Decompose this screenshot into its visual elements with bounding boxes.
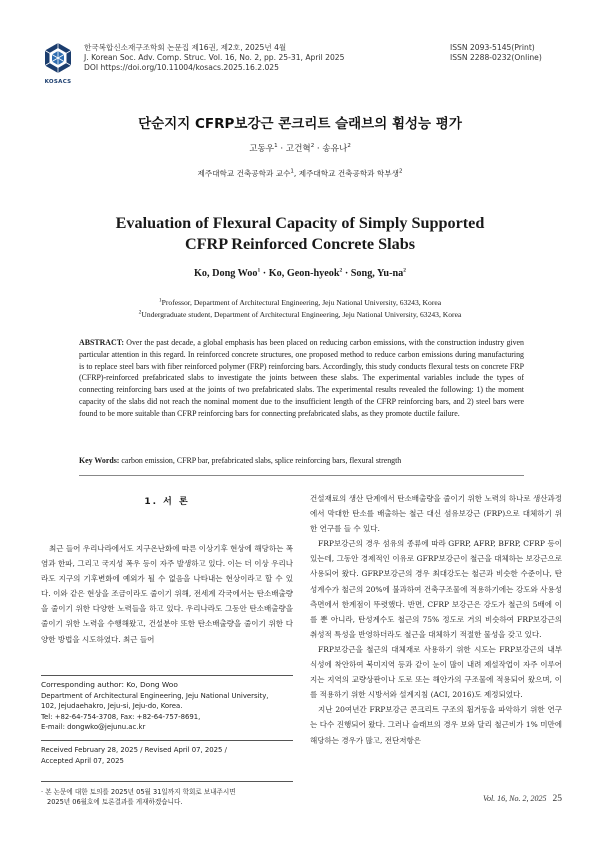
affiliation-line [0, 297, 600, 309]
paper-title-korean: 단순지지 CFRP보강근 콘크리트 슬래브의 휨성능 평가 [138, 116, 462, 132]
body-paragraph: 최근 들어 우리나라에서도 지구온난화에 따른 이상기후 현상에 해당하는 폭염과 한파, 그리고 국지성 폭우 등이 자주 발생하고 있다. 이는 더 이상 우리나라도 지구의 기후변화에 예외가 될 수 없음을 나타내는 현상이라고 할 수 있다. 이와 같은 현상을 조금이라도 줄이기 위해, 전세계 각국에서는 탄소배출량을 줄이기 위한 다양한 노력들을 하고 있다. 우리나라도 그동안 탄소배출량을 줄이기 위한 노력을 수행해왔고, 건설분야 또한 탄소배출량을 줄이기 위한 다양한 방법을 시도하였다. 최근 들어 [41, 544, 293, 644]
affil-marker: 2 [138, 309, 142, 316]
author-separator: · [260, 268, 269, 279]
issn-block [450, 43, 560, 63]
doi-link[interactable]: DOI https://doi.org/10.11004/kosacs.2025.16.2.025 [84, 63, 279, 73]
note-line: 2025년 06월호에 토론결과를 게재하겠습니다. [47, 798, 183, 807]
author-affil-marker: 2 [339, 267, 343, 274]
affil-marker: 2 [398, 168, 403, 175]
journal-name-en: J. Korean Soc. Adv. Comp. Struc. Vol. 16, No. 2, pp. 25-31, April 2025 [84, 53, 345, 63]
keywords [79, 456, 524, 465]
logo-text: KOSACS [44, 79, 72, 85]
right-column-body [310, 491, 562, 748]
footnote-divider [41, 675, 293, 676]
body-paragraph: FRP보강근의 경우 섬유의 종류에 따라 GFRP, AFRP, BFRP, CFRP 등이 있는데, 그동안 경제적인 이유로 GFRP보강근이 철근을 대체하는 보강근으로 사용되어 왔다. GFRP보강근의 경우 최대강도는 철근과 비슷한 수준이나, 탄성계수가 철근의 20%에 불과하여 건축구조물에 적용하기에는 강도와 사용성 측면에서 한계점이 뚜렷했다. 반면, CFRP 보강근은 강도가 철근의 5배에 이를 뿐 아니라, 탄성계수도 철근의 75% 정도로 거의 비슷하여 FRP보강근의 취성적 특성을 반영하더라도 철근을 대체하기 적절한 물성을 갖고 있다. [310, 539, 562, 639]
page-number: 25 [552, 794, 562, 804]
affiliation-line [0, 309, 600, 321]
discussion-note [41, 787, 293, 808]
corresponding-line: 102, Jejudaehakro, Jeju-si, Jeju-do, Korea. [41, 702, 183, 711]
keywords-text: carbon emission, CFRP bar, prefabricated slabs, splice reinforcing bars, flexural strength [119, 456, 402, 465]
author-name: 송유나 [322, 144, 348, 154]
affiliation: 제주대학교 건축공학과 학부생 [298, 169, 399, 178]
corresponding-line: Department of Architectural Engineering, Jeju National University, [41, 691, 269, 700]
author-separator: · [314, 144, 323, 154]
affiliation-text: Undergraduate student, Department of Architectural Engineering, Jeju National University, 63243, Korea [141, 310, 462, 319]
paper-title-english [0, 213, 600, 255]
journal-name-ko: 한국복합신소재구조학회 논문집 제16권, 제2호, 2025년 4월 [84, 43, 287, 52]
accepted-line: Accepted April 07, 2025 [41, 756, 124, 765]
corresponding-line: Tel: +82-64-754-3708, Fax: +82-64-757-8691, [41, 712, 201, 721]
journal-header [40, 41, 560, 87]
affil-marker: 1 [290, 168, 294, 175]
author-name: 고건혁 [285, 144, 311, 154]
issn-print: ISSN 2093-5145(Print) [450, 43, 535, 52]
affil-separator: , [293, 169, 299, 178]
received-dates [41, 745, 293, 766]
journal-citation [84, 43, 344, 74]
author-name: Song, Yu-na [350, 268, 404, 279]
page-footer [483, 794, 562, 804]
author-affil-marker: 2 [403, 267, 406, 274]
author-name: Ko, Dong Woo [194, 268, 258, 279]
received-line: Received February 28, 2025 / Revised April 07, 2025 / [41, 746, 227, 754]
author-separator: · [277, 144, 286, 154]
abstract-text: Over the past decade, a global emphasis has been placed on reducing carbon emissions, with the construction industry given particular attention in this regard. In reinforced concrete structures, one proposed method to reduce carbon emissions during manufacturing is to replace steel bars with fiber reinforced polymer (FRP) reinforcing bars. Accordingly, this study conducts flexural tests on concrete FRP (CFRP)-reinforced prefabricated slabs to investigate the joints between these slabs. The experimental variables include the types of connecting reinforcing bars used at the joints of two prefabricated slabs. The experimental results revealed the following: 1) the moment capacity of the slabs did not reach the nominal moment due to the insufficient length of the CFRP reinforcing bars, and 2) steel bars were found to be more suitable than CFRP reinforcing bars for connecting prefabricated slabs, as they promote ductile failure. [79, 338, 524, 418]
body-paragraph: FRP보강근을 철근의 대체재로 사용하기 위한 시도는 FRP보강근의 내부식성에 착안하여 북미지역 등과 같이 눈이 많이 내려 제설작업이 자주 이루어지는 지역의 교량상판이나 도로 또는 해안가의 구조물에 적용되어 왔으며, 이를 적용하기 위한 시방서와 설계지침 (ACI, 2016)도 제정되었다. [310, 644, 562, 700]
affiliations-english [0, 297, 600, 321]
authors-korean [0, 142, 600, 154]
abstract-divider [79, 475, 524, 476]
author-affil-marker: 1 [257, 267, 261, 274]
author-separator: · [342, 268, 351, 279]
title-en-line: CFRP Reinforced Concrete Slabs [184, 235, 416, 253]
author-affil-marker: 2 [347, 143, 351, 150]
body-paragraph: 건설재료의 생산 단계에서 탄소배출량을 줄이기 위한 노력의 하나로 생산과정에서 막대한 탄소를 배출하는 철근 대신 섬유보강근 (FRP)으로 대체하기 위한 연구를 들 수 있다. [310, 494, 562, 534]
affil-marker: 1 [158, 297, 162, 304]
corresponding-author-block [41, 680, 293, 733]
affiliation: 제주대학교 건축공학과 교수 [197, 169, 291, 178]
author-name: Ko, Geon-hyeok [268, 268, 340, 279]
title-en-line: Evaluation of Flexural Capacity of Simply Supported [115, 214, 485, 232]
footer-volume: Vol. 16, No. 2, 2025 [482, 794, 547, 803]
author-name: 고동우 [249, 144, 275, 154]
left-column-body [41, 541, 293, 647]
body-paragraph: 지난 20여년간 FRP보강근 콘크리트 구조의 휨거동을 파악하기 위한 연구는 다수 진행되어 왔다. 그러나 슬래브의 경우 보와 달리 철근비가 1% 미만에 해당하는 경우가 많고, 전단저항은 [310, 705, 562, 745]
corresponding-author-heading: Corresponding author: Ko, Dong Woo [41, 680, 178, 689]
authors-english [0, 268, 600, 279]
author-affil-marker: 2 [310, 143, 315, 150]
author-affil-marker: 1 [274, 143, 278, 150]
keywords-label: Key Words: [79, 456, 120, 465]
issn-online: ISSN 2288-0232(Online) [450, 53, 542, 63]
corresponding-email[interactable]: E-mail: dongwko@jejunu.ac.kr [41, 723, 146, 732]
affiliations-korean [0, 168, 600, 179]
logo-emblem-icon [40, 41, 76, 77]
abstract-label: ABSTRACT: [79, 338, 125, 347]
abstract [79, 337, 524, 419]
received-divider [41, 740, 293, 741]
affiliation-text: Professor, Department of Architectural Engineering, Jeju National University, 63243, Korea [161, 298, 442, 307]
note-divider [41, 781, 293, 782]
note-line: · 본 논문에 대한 토의를 2025년 05월 31일까지 학회로 보내주시면 [41, 788, 236, 796]
section-heading-introduction: 1. 서 론 [144, 497, 190, 507]
kosacs-logo [40, 41, 76, 87]
